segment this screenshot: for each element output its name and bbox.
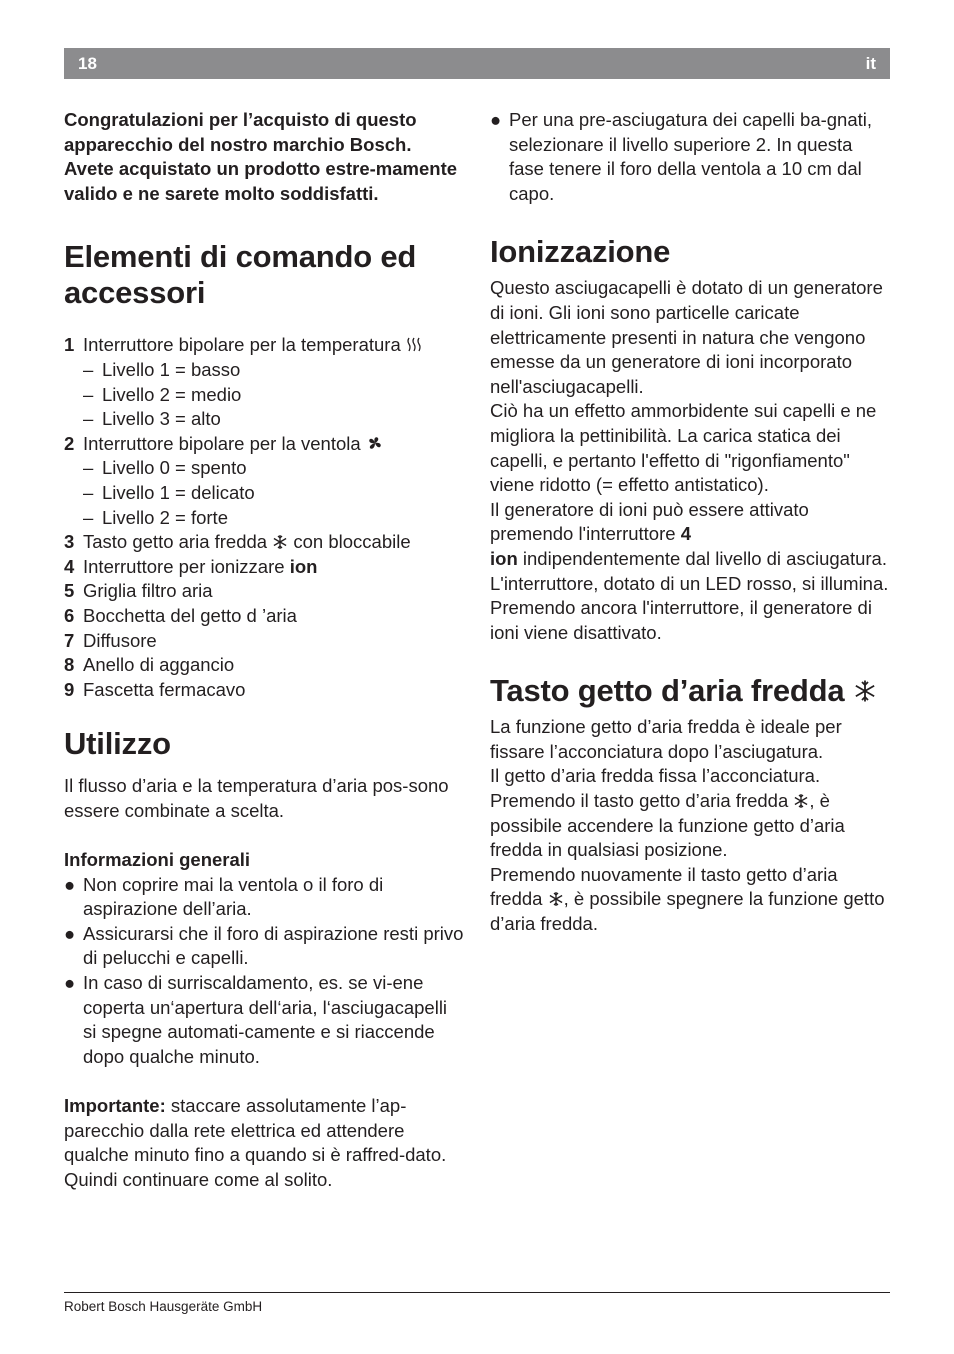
snowflake-icon (548, 891, 564, 907)
bullet-item: ● Assicurarsi che il foro di aspirazione resti privo di pelucchi e capelli. (64, 922, 464, 969)
list-item: 2 Interruttore bipolare per la ventola (64, 432, 464, 457)
fan-icon (366, 435, 384, 452)
list-item: 6 Bocchetta del getto d ’aria (64, 604, 297, 626)
list-subitem: – Livello 2 = medio (83, 383, 242, 405)
ionization-paragraph: Ciò ha un effetto ammorbidente sui capelli e ne migliora la pettinibilità. La carica statica dei capelli, e pertanto l'effetto di "rigonfiamento" viene ridotto (= effetto antistatico). (490, 400, 877, 496)
heat-icon (406, 336, 422, 353)
footer-divider (64, 1292, 890, 1293)
footer-company: Robert Bosch Hausgeräte GmbH (64, 1299, 263, 1314)
list-subitem: – Livello 1 = basso (83, 358, 241, 380)
bullet-item: ● Per una pre-asciugatura dei capelli ba-gnati, selezionare il livello superiore 2. In questa fase tenere il foro della ventola a 10 cm dal capo. (490, 109, 873, 204)
controls-title: Elementi di comando ed accessori (64, 239, 417, 311)
general-info-title: Informazioni generali (64, 849, 251, 871)
cold-shot-paragraph: Premendo nuovamente il tasto getto d’aria fredda , è possibile spegnere la funzione getto d’aria fredda. (490, 863, 885, 935)
list-item: 1 Interruttore bipolare per la temperatura (64, 333, 464, 358)
intro-paragraph: Congratulazioni per l’acquisto di questo apparecchio del nostro marchio Bosch. Avete acquistato un prodotto estre-mamente valido e ne sarete molto soddisfatti. (64, 109, 458, 204)
page-number: 18 (78, 54, 97, 73)
cold-shot-paragraph: Premendo il tasto getto d’aria fredda , è possibile accendere la funzione getto d’aria fredda in qualsiasi posizione. (490, 790, 845, 861)
ionization-title: Ionizzazione (490, 234, 671, 270)
snowflake-icon (793, 793, 809, 809)
list-item: 3 Tasto getto aria fredda con bloccabile (64, 531, 411, 553)
ionization-paragraph: Questo asciugacapelli è dotato di un generatore di ioni. Gli ioni sono particelle caricate elettricamente presenti in natura che vengono emesse da un generatore di ioni incorporato nell'asciugacapelli. (490, 277, 883, 397)
right-column (490, 108, 890, 937)
usage-title: Utilizzo (64, 726, 171, 762)
snowflake-icon (853, 679, 877, 703)
ionization-paragraph: Il generatore di ioni può essere attivato premendo l'interruttore 4 ion indipendentemente dal livello di asciugatura. L'interruttore, dotato di un LED rosso, si illumina. Premendo ancora l'interruttore, il generatore di ioni viene disattivato. (490, 498, 889, 643)
list-item: 5 Griglia filtro aria (64, 580, 213, 602)
left-column (64, 108, 464, 1192)
list-item: 8 Anello di aggancio (64, 654, 235, 676)
usage-intro: Il flusso d’aria e la temperatura d’aria pos-sono essere combinate a scelta. (64, 775, 449, 821)
bullet-item: ● In caso di surriscaldamento, es. se vi-ene coperta un‘apertura dell‘aria, l‘asciugacapelli si spegne automati-camente e si riaccende dopo qualche minuto. (64, 972, 448, 1067)
list-subitem: – Livello 1 = delicato (83, 481, 255, 503)
list-item: 9 Fascetta fermacavo (64, 678, 246, 700)
cold-shot-title: Tasto getto d’aria fredda (490, 673, 890, 709)
bullet-item: ● Non coprire mai la ventola o il foro di aspirazione dell’aria. (64, 873, 384, 920)
list-subitem: – Livello 2 = forte (83, 506, 228, 528)
list-subitem: – Livello 3 = alto (83, 408, 221, 430)
language-code: it (865, 54, 876, 73)
page-header (64, 48, 890, 79)
list-item: 7 Diffusore (64, 629, 157, 651)
list-subitem: – Livello 0 = spento (83, 457, 247, 479)
controls-list (64, 333, 464, 702)
cold-shot-paragraph: Il getto d’aria fredda fissa l’acconciatura. (490, 765, 821, 787)
snowflake-icon (272, 534, 288, 550)
list-item: 4 Interruttore per ionizzare ion (64, 555, 318, 577)
important-note: Importante: staccare assolutamente l’ap-parecchio dalla rete elettrica ed attendere qualche minuto fino a quando si è raffred-dato. Quindi continuare come al solito. (64, 1095, 447, 1190)
cold-shot-paragraph: La funzione getto d’aria fredda è ideale per fissare l’acconciatura dopo l’asciugatura. (490, 716, 842, 762)
